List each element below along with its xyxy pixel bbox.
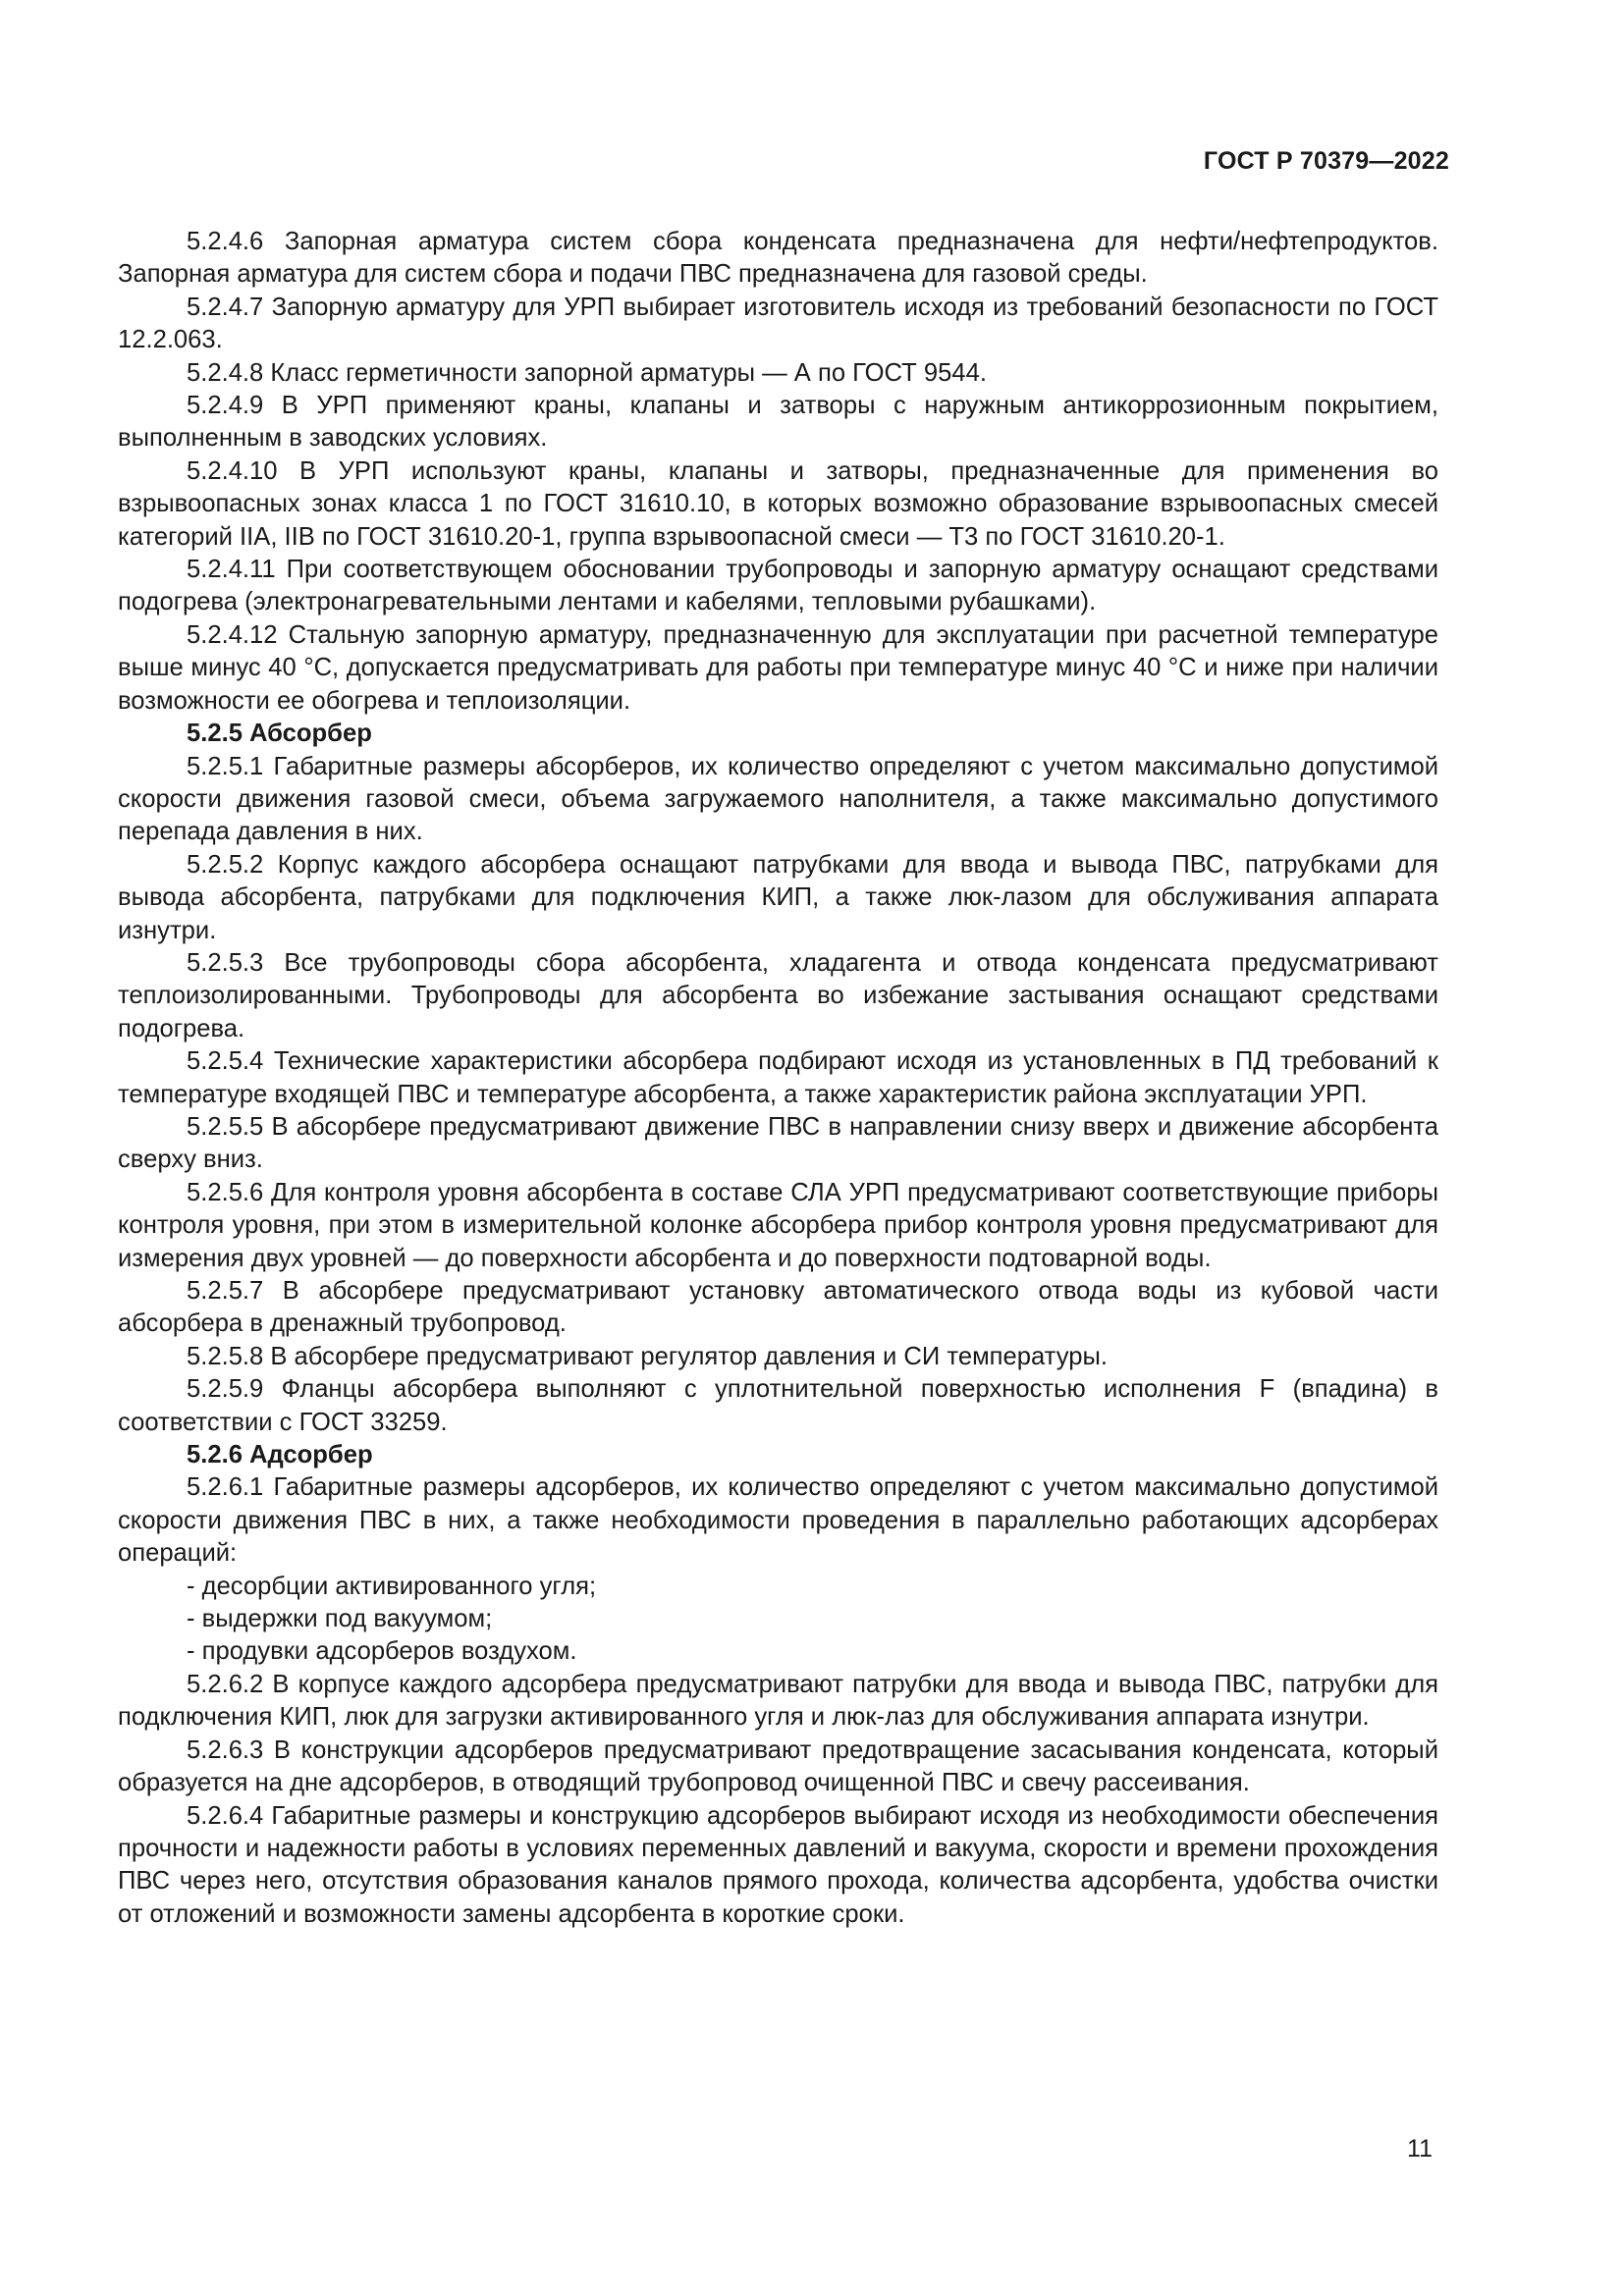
paragraph: 5.2.5.5 В абсорбере предусматривают движение ПВС в направлении снизу вверх и движение абсорбента сверху вниз.	[118, 1112, 1438, 1174]
paragraph: 5.2.5.7 В абсорбере предусматривают установку автоматического отвода воды из кубовой части абсорбера в дренажный трубопровод.	[118, 1277, 1438, 1338]
paragraph: 5.2.4.6 Запорная арматура систем сбора конденсата предназначена для нефти/нефтепродуктов. Запорная арматура для систем сбора и подачи ПВС предназначена для газовой среды.	[118, 228, 1438, 289]
paragraph: 5.2.6.4 Габаритные размеры и конструкцию адсорберов выбирают исходя из необходимости обеспечения прочности и надежности работы в условиях переменных давлений и вакуума, скорости и времени прохождения ПВС через него, отсутствия образования каналов прямого прохода, количества адсорбента, удобства очистки от отложений и возможности замены адсорбента в короткие сроки.	[118, 1801, 1438, 1928]
paragraph: 5.2.5.6 Для контроля уровня абсорбента в составе СЛА УРП предусматривают соответствующие приборы контроля уровня, при этом в измерительной колонке абсорбера прибор контроля уровня предусматривают для измерения двух уровней — до поверхности абсорбента и до поверхности подтоварной воды.	[118, 1178, 1438, 1272]
paragraph: 5.2.6.2 В корпусе каждого адсорбера предусматривают патрубки для ввода и вывода ПВС, патрубки для подключения КИП, люк для загрузки активированного угля и люк-лаз для обслуживания аппарата изнутри.	[118, 1670, 1438, 1732]
page-number: 11	[1407, 2135, 1433, 2163]
paragraph: 5.2.4.12 Стальную запорную арматуру, предназначенную для эксплуатации при расчетной температуре выше минус 40 °С, допускается предусматривать для работы при температуре минус 40 °С и ниже при наличии возможности ее обогрева и теплоизоляции.	[118, 620, 1438, 715]
paragraph: 5.2.5.8 В абсорбере предусматривают регулятор давления и СИ температуры.	[187, 1342, 1108, 1370]
section-heading: 5.2.6 Адсорбер	[187, 1441, 373, 1469]
paragraph: 5.2.4.11 При соответствующем обосновании трубопроводы и запорную арматуру оснащают средствами подогрева (электронагревательными лентами и кабелями, тепловыми рубашками).	[118, 556, 1438, 616]
document-body	[118, 226, 1438, 1931]
list-item: - продувки адсорберов воздухом.	[187, 1637, 577, 1666]
paragraph: 5.2.4.10 В УРП используют краны, клапаны и затворы, предназначенные для применения во взрывоопасных зонах класса 1 по ГОСТ 31610.10, в которых возможно образование взрывоопасных смесей категорий IIA, IIB по ГОСТ 31610.20-1, группа взрывоопасной смеси — Т3 по ГОСТ 31610.20-1.	[118, 456, 1438, 551]
paragraph: 5.2.4.7 Запорную арматуру для УРП выбирает изготовитель исходя из требований безопасности по ГОСТ 12.2.063.	[118, 293, 1438, 354]
paragraph: 5.2.5.3 Все трубопроводы сбора абсорбента, хладагента и отвода конденсата предусматривают теплоизолированными. Трубопроводы для абсорбента во избежание застывания оснащают средствами подогрева.	[118, 948, 1438, 1042]
paragraph: 5.2.6.3 В конструкции адсорберов предусматривают предотвращение засасывания конденсата, который образуется на дне адсорберов, в отводящий трубопровод очищенной ПВС и свечу рассеивания.	[118, 1735, 1438, 1797]
list-item: - десорбции активированного угля;	[187, 1572, 597, 1600]
paragraph: 5.2.5.4 Технические характеристики абсорбера подбирают исходя из установленных в ПД требований к температуре входящей ПВС и температуре абсорбента, а также характеристик района эксплуатации УРП.	[118, 1047, 1438, 1108]
section-heading: 5.2.5 Абсорбер	[187, 720, 372, 748]
paragraph: 5.2.5.9 Фланцы абсорбера выполняют с уплотнительной поверхностью исполнения F (впадина) в соответствии с ГОСТ 33259.	[118, 1375, 1438, 1436]
paragraph: 5.2.6.1 Габаритные размеры адсорберов, их количество определяют с учетом максимально допустимой скорости движения ПВС в них, а также необходимости проведения в параллельно работающих адсорберах операций:	[118, 1473, 1438, 1568]
paragraph: 5.2.5.2 Корпус каждого абсорбера оснащают патрубками для ввода и вывода ПВС, патрубками для вывода абсорбента, патрубками для подключения КИП, а также люк-лазом для обслуживания аппарата изнутри.	[118, 850, 1438, 944]
paragraph: 5.2.5.1 Габаритные размеры абсорберов, их количество определяют с учетом максимально допустимой скорости движения газовой смеси, объема загружаемого наполнителя, а также максимально допустимого перепада давления в них.	[118, 752, 1438, 846]
list-item: - выдержки под вакуумом;	[187, 1605, 493, 1633]
document-code: ГОСТ Р 70379—2022	[1203, 147, 1449, 175]
paragraph: 5.2.4.9 В УРП применяют краны, клапаны и затворы с наружным антикоррозионным покрытием, выполненным в заводских условиях.	[118, 392, 1438, 453]
paragraph: 5.2.4.8 Класс герметичности запорной арматуры — А по ГОСТ 9544.	[187, 358, 987, 387]
